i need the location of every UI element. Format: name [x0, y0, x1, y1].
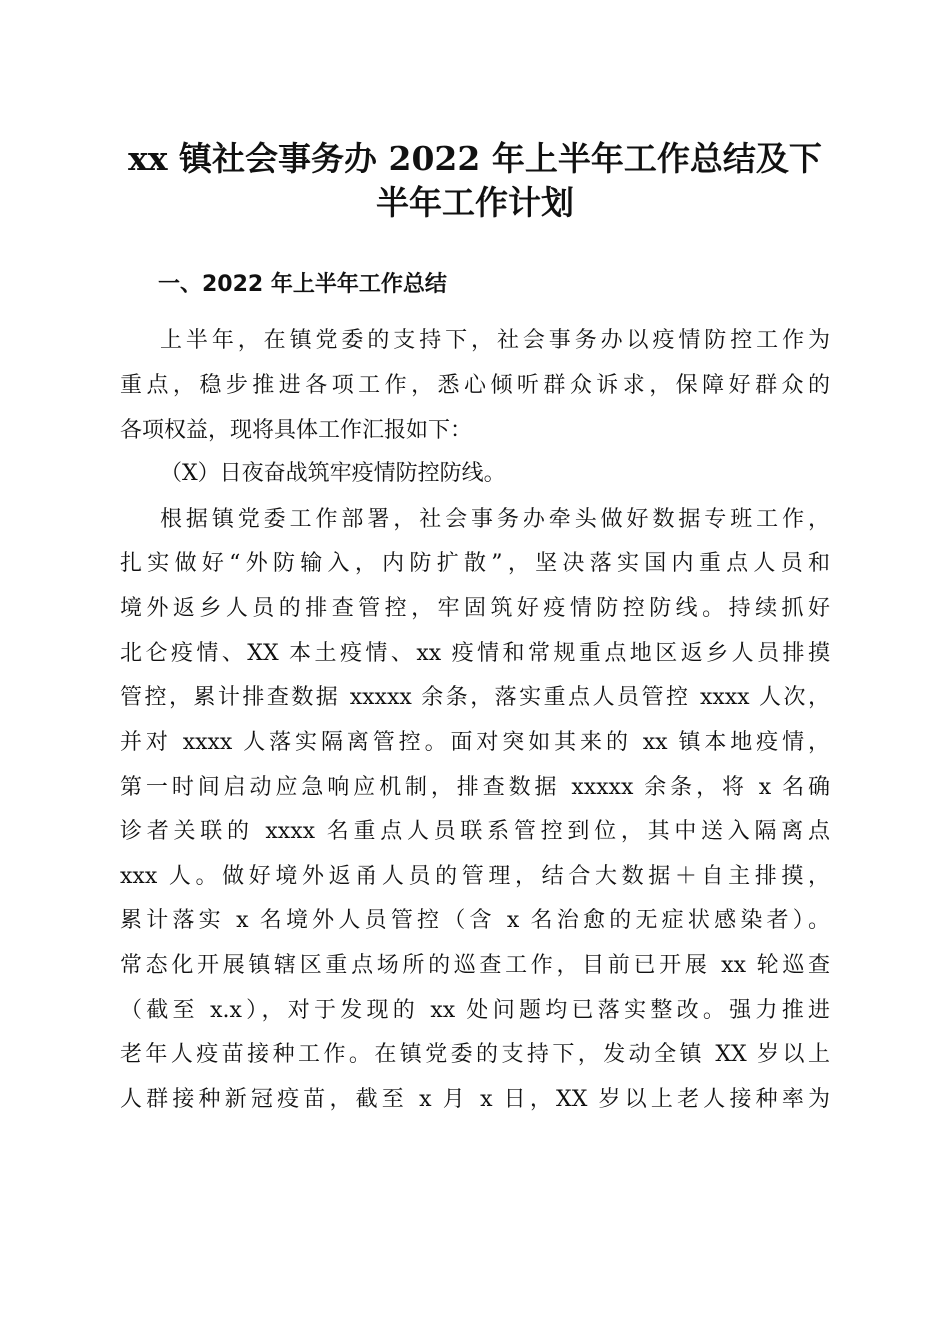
title-line: 半年工作计划 [376, 183, 574, 222]
paragraph-line: 扎实做好“外防输入，内防扩散”，坚决落实国内重点人员和 [120, 551, 830, 576]
paragraph-line: 重点，稳步推进各项工作，悉心倾听群众诉求，保障好群众的 [120, 373, 830, 398]
paragraph-line: （截至 x.x），对于发现的 xx 处问题均已落实整改。强力推进 [120, 998, 830, 1023]
paragraph-line: 人群接种新冠疫苗，截至 x 月 x 日，XX 岁以上老人接种率为 [120, 1087, 830, 1112]
paragraph-line: 累计落实 x 名境外人员管控（含 x 名治愈的无症状感染者）。 [120, 908, 830, 933]
paragraph-line: xxx 人。做好境外返甬人员的管理，结合大数据＋自主排摸， [120, 864, 830, 889]
paragraph-line: 第一时间启动应急响应机制，排查数据 xxxxx 余条，将 x 名确 [120, 775, 830, 800]
document-title [110, 137, 840, 225]
subsection-heading: （X）日夜奋战筑牢疫情防控防线。 [160, 461, 506, 486]
paragraph-line: 根据镇党委工作部署，社会事务办牵头做好数据专班工作， [160, 507, 830, 532]
paragraph-line: 上半年，在镇党委的支持下，社会事务办以疫情防控工作为 [160, 328, 830, 353]
paragraph-line: 常态化开展镇辖区重点场所的巡查工作，目前已开展 xx 轮巡查 [120, 953, 830, 978]
paragraph-line: 北仑疫情、XX 本土疫情、xx 疫情和常规重点地区返乡人员排摸 [120, 641, 830, 666]
paragraph-line: 管控，累计排查数据 xxxxx 余条，落实重点人员管控 xxxx 人次， [120, 685, 830, 710]
paragraph-line: 老年人疫苗接种工作。在镇党委的支持下，发动全镇 XX 岁以上 [120, 1042, 830, 1067]
paragraph-line: 诊者关联的 xxxx 名重点人员联系管控到位，其中送入隔离点 [120, 819, 830, 844]
paragraph-line: 境外返乡人员的排查管控，牢固筑好疫情防控防线。持续抓好 [120, 596, 830, 621]
paragraph-line: 各项权益，现将具体工作汇报如下： [120, 418, 473, 443]
section-heading: 一、2022 年上半年工作总结 [158, 272, 447, 297]
paragraph-line: 并对 xxxx 人落实隔离管控。面对突如其来的 xx 镇本地疫情， [120, 730, 830, 755]
title-line: xx 镇社会事务办 2022 年上半年工作总结及下 [128, 139, 822, 178]
